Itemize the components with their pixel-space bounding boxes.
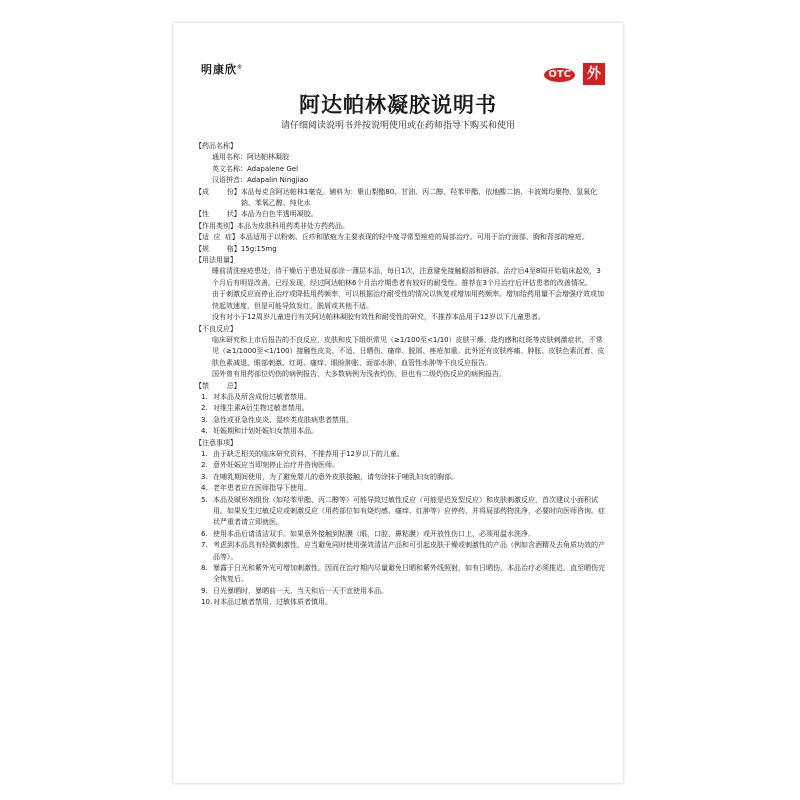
list-item-number: 5.	[201, 495, 208, 504]
indication-row	[195, 232, 607, 243]
list-item-text: 使用本品后请清洁双手。如果意外接触到粘膜（眼，口腔，鼻粘膜）或开放性伤口上，必须用温水洗净。	[213, 529, 535, 538]
page-title: 阿达帕林凝胶说明书	[299, 93, 497, 117]
leaflet-content	[195, 141, 607, 609]
list-item	[195, 449, 607, 460]
list-item	[195, 586, 607, 597]
list-item-text: 暴露于日光和紫外光可增加刺激性。因而在治疗期内尽量避免日晒和紫外线照射，如有日晒伤，本品治疗必须推迟，直至晒伤完全恢复后。	[213, 564, 605, 584]
list-item	[195, 392, 607, 403]
list-item	[195, 426, 607, 437]
section-header-adverse: 【不良反应】	[195, 324, 237, 333]
generic-name-label: 通用名称：	[212, 153, 247, 162]
list-item-number: 8.	[201, 564, 208, 573]
adverse-paragraph-2: 国外曾有用药部位灼伤的病例报告，大多数病例为浅表灼伤，但也有二级灼伤反应的病例报告。	[212, 370, 506, 379]
character-value: 本品为白色半透明凝胶。	[240, 210, 318, 219]
pinyin-label: 汉语拼音：	[212, 176, 247, 185]
category-row	[195, 221, 607, 232]
list-item	[195, 563, 607, 586]
list-item-number: 4.	[201, 427, 208, 436]
usage-paragraph-3: 没有对小于12周岁儿童进行有关阿达帕林凝胶有效性和耐受性的研究，不推荐本品用于12岁以下儿童患者。	[212, 313, 545, 322]
notes-list	[195, 449, 607, 609]
list-item-number: 6.	[201, 529, 208, 538]
section-header-contraindications: 【禁 忌】	[195, 381, 241, 390]
section-header-usage: 【用法用量】	[195, 256, 237, 265]
list-item-number: 2.	[201, 461, 208, 470]
generic-name-value: 阿达帕林凝胶	[247, 153, 289, 162]
list-item-text: 对本品及所含成份过敏者禁用。	[213, 392, 311, 401]
adverse-paragraph-1: 临床研究和上市后报告的不良反应，皮肤和皮下组织常见（≥1/100至<1/10）皮肤干燥、烧灼感和红斑等皮肤刺激症状，不常见（≥1/1000至<1/100）接触性皮炎、不适、日晒伤、瘙痒、脱屑、痤疮加重。此外还有皮肤疼痛、肿胀、皮肤色素沉着、皮肤色素减退、眼部刺激、红斑、瘙痒、眼睑肿胀、面部水肿、血管性水肿等不良反应报告。	[212, 335, 605, 367]
section-header-notes: 【注意事项】	[195, 438, 237, 447]
registered-mark-icon: ®	[237, 64, 243, 71]
character-row	[195, 209, 607, 220]
usage-paragraph-1: 睡前清洗痤疮患处，待干燥后于患处局部涂一薄层本品，每日1次，注意避免接触眼部和唇部。治疗后4至8周开始临床起效，3个月后有明显改善。已经发现，经过阿达帕林6个月治疗期患者有较好的耐受性。推荐在3个月治疗后评估患者的改善情况。	[212, 267, 601, 287]
category-value: 本品为皮肤科用药类非处方药药品。	[237, 221, 349, 230]
contraindications-list	[195, 392, 607, 438]
composition-label: 【成 份】	[195, 187, 241, 196]
list-item	[195, 597, 607, 608]
generic-name-row	[195, 152, 607, 163]
brand-logo	[201, 61, 243, 77]
list-item-number: 9.	[201, 586, 208, 595]
list-item-text: 在哺乳期间使用，为了避免婴儿的意外皮肤接触，请勿涂抹于哺乳妇女的胸部。	[213, 472, 458, 481]
list-item-number: 1.	[201, 392, 208, 401]
page-subtitle: 请仔细阅读说明书并按说明使用或在药师指导下购买和使用	[280, 121, 515, 131]
list-item	[195, 472, 607, 483]
indication-label: 【适 应 症】	[195, 233, 239, 242]
list-item-number: 7.	[201, 541, 208, 550]
list-item-text: 本品及赋形剂组份（如羟苯甲酯、丙二醇等）可能导致过敏性反应（可能是迟发型反应）和皮肤刺激反应，首次建议小面积试用。如果发生过敏反应或刺激反应（用药部位如有烧灼感、瘙痒、红肿等）应停药，并将局部药物洗净，必要时向医师咨询。症状严重者请立即就医。	[213, 495, 605, 527]
spec-label: 【规 格】	[195, 244, 241, 253]
spec-value: 15g:15mg	[240, 244, 277, 253]
section-header-name: 【药品名称】	[195, 142, 237, 150]
english-name-row	[195, 164, 607, 175]
list-item-text: 由于缺乏相关的临床研究资料，不推荐用于12岁以下的儿童。	[213, 449, 404, 458]
list-item-text: 意外妊娠应当即刻停止治疗并咨询医师。	[213, 461, 339, 470]
list-item	[195, 483, 607, 494]
list-item	[195, 495, 607, 529]
list-item-text: 妊娠期和计划妊娠妇女禁用本品。	[213, 427, 318, 436]
list-item	[195, 403, 607, 414]
list-item	[195, 529, 607, 540]
character-label: 【性 状】	[195, 210, 241, 219]
list-item-text: 老年患者应在医师指导下使用。	[213, 484, 311, 493]
english-name-value: Adapalene Gel	[247, 164, 299, 173]
list-item-number: 3.	[201, 415, 208, 424]
list-item	[195, 540, 607, 563]
leaflet-sheet	[173, 23, 623, 783]
usage-paragraph-2: 由于刺激反应而停止治疗或降低用药频率，可以根据治疗耐受性的情况以恢复或增加用药频率。增加给药用量不会增强疗效或加快起效速度，但是可能导致发红，脱屑或其他不适。	[212, 290, 604, 310]
list-item-number: 4.	[201, 484, 208, 493]
list-item-number: 3.	[201, 472, 208, 481]
list-item-number: 2.	[201, 404, 208, 413]
list-item-text: 对维生素A衍生物过敏者禁用。	[213, 404, 309, 413]
list-item-text: 对本品过敏者禁用，过敏体质者慎用。	[213, 598, 332, 607]
list-item-number: 1.	[201, 449, 208, 458]
pinyin-value: Adapalin Ningjiao	[247, 176, 309, 185]
category-label: 【作用类别】	[195, 221, 237, 230]
indication-value: 本品适用于以粉刺、丘疹和脓疱为主要表现的轻中度寻常型痤疮的局部治疗。可用于治疗面部、胸和背部的痤疮。	[238, 233, 589, 242]
composition-row	[195, 187, 607, 210]
otc-badge: OTC	[544, 68, 575, 82]
list-item-text: 考虑到本品具有轻微刺激性，应当避免同时使用强效清洁产品和可引起皮肤干燥或刺激性的产品（例如含酒精及去角质功效的产品等）。	[213, 541, 605, 561]
brand-name: 明康欣	[201, 63, 237, 76]
composition-value: 本品每克含阿达帕林1毫克。辅料为：聚山梨酯80、甘油、丙二醇、羟苯甲酯、依地酸二钠、卡波姆均聚物、氢氧化钠、苯氧乙醇、纯化水	[240, 187, 598, 208]
external-use-badge: 外	[583, 63, 605, 85]
list-item	[195, 415, 607, 426]
list-item-text: 急性或亚急性皮炎、湿疹类皮肤病患者禁用。	[213, 415, 353, 424]
spec-row	[195, 244, 607, 255]
list-item-number: 10.	[201, 598, 213, 607]
list-item	[195, 460, 607, 471]
pinyin-row	[195, 175, 607, 186]
english-name-label: 英文名称：	[212, 164, 247, 173]
list-item-text: 日光暴晒时，暴晒前一天、当天和后一天不宜使用本品。	[213, 586, 388, 595]
